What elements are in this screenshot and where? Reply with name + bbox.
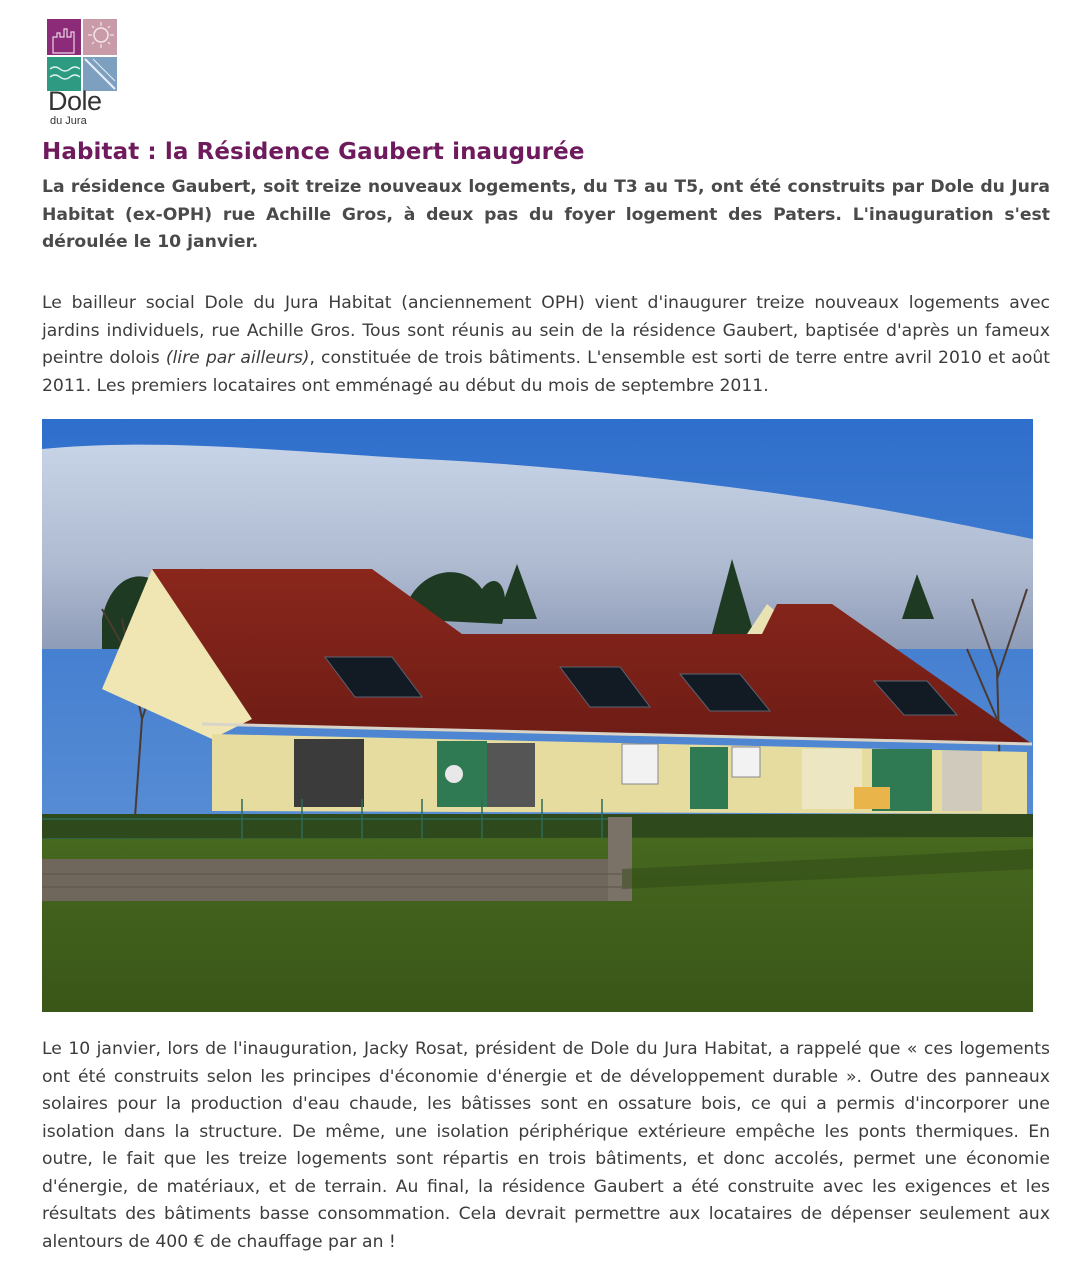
article-lead: La résidence Gaubert, soit treize nouveaux logements, du T3 au T5, ont été construits par Dole du Jura Habitat (ex-OPH) rue Achille Gros, à deux pas du foyer logement des Paters. L'inauguration s'est déroulée le 10 janvier. (42, 177, 1050, 252)
paragraph-1-text-end: , constituée de trois bâtiments. L'ensemble est sorti de terre entre avril 2010 et août 2011. Les premiers locataires ont emménagé au début du mois de septembre 2011. (42, 348, 1050, 396)
dole-du-jura-logo (47, 19, 119, 133)
article-paragraph-2: Le 10 janvier, lors de l'inauguration, Jacky Rosat, président de Dole du Jura Habitat, a rappelé que « ces logements ont été construits selon les principes d'économie d'énergie et de développement durable ». Outre des panneaux solaires pour la production d'eau chaude, les bâtisses sont en ossature bois, ce qui a permis d'incorporer une isolation dans la structure. De même, une isolation périphérique extérieure empêche les ponts thermiques. En outre, le fait que les treize logements sont répartis en trois bâtiments, et donc accolés, permet une économie d'énergie, de matériaux, et de terrain. Au final, la résidence Gaubert a été construite avec les exigences et les résultats des bâtiments basse consommation. Cela devrait permettre aux locataires de dépenser seulement aux alentours de 400 € de chauffage par an ! (42, 1039, 1050, 1252)
logo-emblem-icon (47, 19, 119, 93)
logo-subtitle: du Jura (50, 115, 87, 127)
read-elsewhere-note: (lire par ailleurs) (165, 348, 310, 368)
stone-wall (42, 859, 622, 901)
logo-wordmark (48, 87, 120, 127)
paragraph-1-text-start: Le bailleur social Dole du Jura Habitat (anciennement OPH) vient d'inaugurer treize nouveaux logements avec jardins individuels, rue Achille Gros. Tous sont réunis au sein de la résidence Gaubert, baptisée d'après un fameux peintre dolois (42, 293, 1050, 368)
residence-photo-illustration (42, 419, 1033, 1012)
logo-tile-pink (83, 19, 117, 55)
residence-photo (42, 419, 1033, 1012)
article-paragraph-1 (42, 290, 1050, 400)
logo-name: Dole (48, 86, 102, 116)
article-title: Habitat : la Résidence Gaubert inaugurée (42, 139, 585, 165)
